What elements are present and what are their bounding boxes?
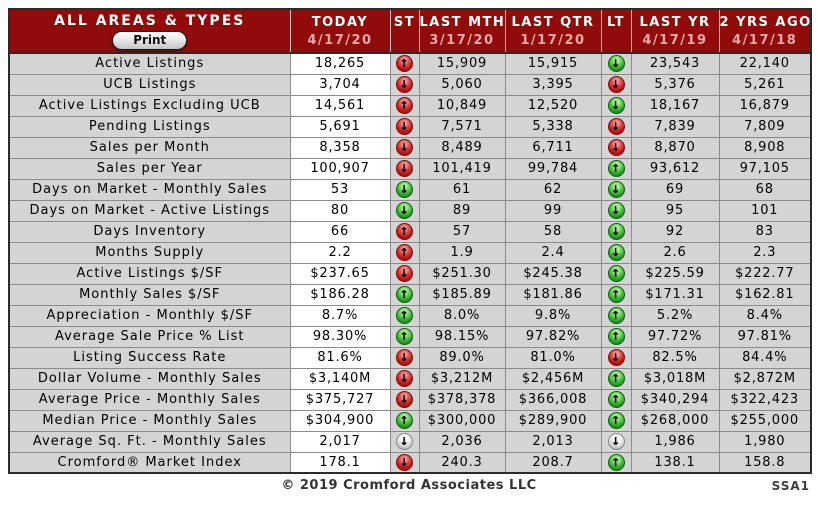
last-yr-value: 69 [631, 179, 719, 200]
last-qtr-value: 99,784 [505, 158, 601, 179]
trend-down-icon: ↓ [608, 223, 625, 240]
two-yrs-ago-value: 84.4% [719, 347, 811, 368]
two-yrs-ago-value: $322,423 [719, 389, 811, 410]
last-yr-value: 1,986 [631, 431, 719, 452]
row-label: Average Price - Monthly Sales [9, 389, 290, 410]
lt-trend [601, 221, 631, 242]
lt-trend [601, 347, 631, 368]
lt-trend [601, 389, 631, 410]
today-value: 3,704 [290, 74, 390, 95]
page-title: ALL AREAS & TYPES [54, 12, 246, 29]
trend-up-icon: ↑ [396, 97, 413, 114]
last-mth-value: 89 [419, 200, 505, 221]
today-value: 8,358 [290, 137, 390, 158]
st-trend [390, 410, 419, 431]
table-row [9, 221, 811, 242]
st-trend [390, 179, 419, 200]
st-trend [390, 263, 419, 284]
row-label: Days on Market - Monthly Sales [9, 179, 290, 200]
trend-down-icon: ↓ [396, 433, 413, 450]
st-trend [390, 95, 419, 116]
today-value: 98.30% [290, 326, 390, 347]
trend-up-icon: ↑ [396, 328, 413, 345]
header-row [9, 9, 811, 53]
row-label: Median Price - Monthly Sales [9, 410, 290, 431]
table-row [9, 53, 811, 74]
last-yr-value: 18,167 [631, 95, 719, 116]
lt-trend [601, 368, 631, 389]
table-row [9, 116, 811, 137]
last-qtr-value: 208.7 [505, 452, 601, 473]
two-yrs-ago-value: 8,908 [719, 137, 811, 158]
last-yr-value: 92 [631, 221, 719, 242]
copyright-text: © 2019 Cromford Associates LLC [281, 478, 537, 493]
lt-trend [601, 116, 631, 137]
table-title-cell [9, 9, 290, 53]
table-row [9, 452, 811, 473]
row-label: Sales per Month [9, 137, 290, 158]
last-mth-value: $185.89 [419, 284, 505, 305]
print-button[interactable]: Print [112, 31, 187, 50]
last-mth-value: 8,489 [419, 137, 505, 158]
last-yr-value: 7,839 [631, 116, 719, 137]
trend-up-icon: ↑ [608, 160, 625, 177]
trend-up-icon: ↑ [396, 223, 413, 240]
today-value: 81.6% [290, 347, 390, 368]
market-summary-table [8, 8, 812, 474]
last-qtr-value: 15,915 [505, 53, 601, 74]
trend-down-icon: ↓ [608, 139, 625, 156]
last-qtr-value: 62 [505, 179, 601, 200]
last-mth-value: $3,212M [419, 368, 505, 389]
column-label: LT [607, 15, 625, 30]
trend-down-icon: ↓ [396, 391, 413, 408]
last-qtr-value: 6,711 [505, 137, 601, 158]
trend-down-icon: ↓ [396, 349, 413, 366]
last-qtr-value: $245.38 [505, 263, 601, 284]
lt-trend [601, 95, 631, 116]
last-mth-value: $251.30 [419, 263, 505, 284]
last-mth-value: 2,036 [419, 431, 505, 452]
st-trend [390, 221, 419, 242]
trend-down-icon: ↓ [608, 118, 625, 135]
today-value: 80 [290, 200, 390, 221]
last-qtr-value: 99 [505, 200, 601, 221]
lt-trend [601, 263, 631, 284]
st-trend [390, 158, 419, 179]
last-yr-value: 93,612 [631, 158, 719, 179]
two-yrs-ago-value: $2,872M [719, 368, 811, 389]
last-yr-value: 5.2% [631, 305, 719, 326]
two-yrs-ago-value: 22,140 [719, 53, 811, 74]
trend-up-icon: ↑ [608, 286, 625, 303]
last-mth-value: 57 [419, 221, 505, 242]
today-value: $237.65 [290, 263, 390, 284]
column-header-2-yrs-ago [719, 9, 811, 53]
st-trend [390, 431, 419, 452]
trend-up-icon: ↑ [396, 286, 413, 303]
lt-trend [601, 305, 631, 326]
table-row [9, 158, 811, 179]
last-qtr-value: $289,900 [505, 410, 601, 431]
last-yr-value: $225.59 [631, 263, 719, 284]
last-mth-value: 101,419 [419, 158, 505, 179]
today-value: 8.7% [290, 305, 390, 326]
st-trend [390, 53, 419, 74]
row-label: Pending Listings [9, 116, 290, 137]
last-mth-value: 89.0% [419, 347, 505, 368]
column-header-last-yr [631, 9, 719, 53]
trend-down-icon: ↓ [396, 454, 413, 471]
trend-up-icon: ↑ [608, 307, 625, 324]
trend-down-icon: ↓ [608, 349, 625, 366]
last-mth-value: 8.0% [419, 305, 505, 326]
footer [8, 478, 810, 493]
trend-up-icon: ↑ [396, 307, 413, 324]
lt-trend [601, 431, 631, 452]
trend-down-icon: ↓ [608, 55, 625, 72]
trend-down-icon: ↓ [608, 244, 625, 261]
trend-down-icon: ↓ [608, 97, 625, 114]
column-label: LAST YR [639, 14, 711, 30]
row-label: Average Sale Price % List [9, 326, 290, 347]
table-row [9, 410, 811, 431]
row-label: Appreciation - Monthly $/SF [9, 305, 290, 326]
table-row [9, 284, 811, 305]
two-yrs-ago-value: 68 [719, 179, 811, 200]
column-date: 4/17/20 [307, 32, 373, 48]
lt-trend [601, 326, 631, 347]
lt-trend [601, 284, 631, 305]
last-mth-value: 61 [419, 179, 505, 200]
row-label: Days Inventory [9, 221, 290, 242]
today-value: 5,691 [290, 116, 390, 137]
trend-up-icon: ↑ [396, 244, 413, 261]
two-yrs-ago-value: 7,809 [719, 116, 811, 137]
st-trend [390, 74, 419, 95]
trend-up-icon: ↑ [608, 412, 625, 429]
last-qtr-value: 81.0% [505, 347, 601, 368]
row-label: Active Listings $/SF [9, 263, 290, 284]
table-row [9, 74, 811, 95]
trend-up-icon: ↑ [608, 328, 625, 345]
row-label: Active Listings Excluding UCB [9, 95, 290, 116]
table-row [9, 263, 811, 284]
trend-down-icon: ↓ [396, 181, 413, 198]
last-yr-value: $340,294 [631, 389, 719, 410]
two-yrs-ago-value: 83 [719, 221, 811, 242]
row-label: Active Listings [9, 53, 290, 74]
row-label: UCB Listings [9, 74, 290, 95]
row-label: Cromford® Market Index [9, 452, 290, 473]
last-yr-value: $268,000 [631, 410, 719, 431]
st-trend [390, 389, 419, 410]
st-trend [390, 137, 419, 158]
last-mth-value: $300,000 [419, 410, 505, 431]
st-trend [390, 284, 419, 305]
trend-up-icon: ↑ [608, 265, 625, 282]
trend-up-icon: ↑ [396, 55, 413, 72]
trend-up-icon: ↑ [608, 454, 625, 471]
trend-down-icon: ↓ [608, 181, 625, 198]
row-label: Dollar Volume - Monthly Sales [9, 368, 290, 389]
table-row [9, 305, 811, 326]
last-yr-value: 2.6 [631, 242, 719, 263]
today-value: 14,561 [290, 95, 390, 116]
trend-down-icon: ↓ [608, 433, 625, 450]
lt-trend [601, 179, 631, 200]
lt-trend [601, 242, 631, 263]
table-row [9, 368, 811, 389]
last-qtr-value: $181.86 [505, 284, 601, 305]
column-label: TODAY [311, 14, 369, 30]
last-yr-value: 82.5% [631, 347, 719, 368]
last-yr-value: 97.72% [631, 326, 719, 347]
lt-trend [601, 410, 631, 431]
today-value: 178.1 [290, 452, 390, 473]
today-value: 18,265 [290, 53, 390, 74]
last-yr-value: $3,018M [631, 368, 719, 389]
today-value: 66 [290, 221, 390, 242]
today-value: $3,140M [290, 368, 390, 389]
st-trend [390, 452, 419, 473]
last-yr-value: 138.1 [631, 452, 719, 473]
today-value: $186.28 [290, 284, 390, 305]
st-trend [390, 116, 419, 137]
last-mth-value: 15,909 [419, 53, 505, 74]
lt-trend [601, 158, 631, 179]
two-yrs-ago-value: 101 [719, 200, 811, 221]
last-mth-value: 10,849 [419, 95, 505, 116]
st-trend [390, 368, 419, 389]
row-label: Monthly Sales $/SF [9, 284, 290, 305]
today-value: $375,727 [290, 389, 390, 410]
column-header-today [290, 9, 390, 53]
two-yrs-ago-value: 2.3 [719, 242, 811, 263]
row-label: Sales per Year [9, 158, 290, 179]
last-qtr-value: $2,456M [505, 368, 601, 389]
column-header-st [390, 9, 419, 53]
row-label: Days on Market - Active Listings [9, 200, 290, 221]
last-mth-value: 240.3 [419, 452, 505, 473]
trend-up-icon: ↑ [608, 370, 625, 387]
report-code: SSA1 [771, 479, 810, 493]
last-yr-value: 23,543 [631, 53, 719, 74]
two-yrs-ago-value: 158.8 [719, 452, 811, 473]
last-qtr-value: 9.8% [505, 305, 601, 326]
two-yrs-ago-value: 8.4% [719, 305, 811, 326]
last-mth-value: 1.9 [419, 242, 505, 263]
column-date: 4/17/18 [732, 32, 798, 48]
trend-down-icon: ↓ [396, 118, 413, 135]
trend-down-icon: ↓ [396, 160, 413, 177]
row-label: Months Supply [9, 242, 290, 263]
trend-down-icon: ↓ [396, 370, 413, 387]
table-row [9, 200, 811, 221]
two-yrs-ago-value: 97,105 [719, 158, 811, 179]
two-yrs-ago-value: $255,000 [719, 410, 811, 431]
trend-up-icon: ↑ [396, 412, 413, 429]
trend-down-icon: ↓ [608, 202, 625, 219]
last-yr-value: $171.31 [631, 284, 719, 305]
last-mth-value: $378,378 [419, 389, 505, 410]
column-date: 1/17/20 [520, 32, 586, 48]
table-row [9, 326, 811, 347]
trend-up-icon: ↑ [608, 391, 625, 408]
last-yr-value: 8,870 [631, 137, 719, 158]
column-date: 3/17/20 [429, 32, 495, 48]
today-value: 2,017 [290, 431, 390, 452]
last-qtr-value: 3,395 [505, 74, 601, 95]
row-label: Listing Success Rate [9, 347, 290, 368]
two-yrs-ago-value: $162.81 [719, 284, 811, 305]
lt-trend [601, 200, 631, 221]
lt-trend [601, 74, 631, 95]
two-yrs-ago-value: 16,879 [719, 95, 811, 116]
trend-down-icon: ↓ [396, 76, 413, 93]
trend-down-icon: ↓ [396, 202, 413, 219]
lt-trend [601, 137, 631, 158]
two-yrs-ago-value: 1,980 [719, 431, 811, 452]
lt-trend [601, 53, 631, 74]
st-trend [390, 326, 419, 347]
last-mth-value: 7,571 [419, 116, 505, 137]
table-row [9, 242, 811, 263]
last-mth-value: 98.15% [419, 326, 505, 347]
last-yr-value: 5,376 [631, 74, 719, 95]
st-trend [390, 347, 419, 368]
last-qtr-value: 5,338 [505, 116, 601, 137]
last-yr-value: 95 [631, 200, 719, 221]
last-qtr-value: 2,013 [505, 431, 601, 452]
column-label: ST [393, 15, 416, 30]
table-row [9, 347, 811, 368]
table-row [9, 137, 811, 158]
column-label: LAST QTR [511, 14, 595, 30]
two-yrs-ago-value: 97.81% [719, 326, 811, 347]
last-qtr-value: 2.4 [505, 242, 601, 263]
column-label: 2 YRS AGO [719, 14, 812, 30]
two-yrs-ago-value: 5,261 [719, 74, 811, 95]
last-qtr-value: 97.82% [505, 326, 601, 347]
table-row [9, 179, 811, 200]
lt-trend [601, 452, 631, 473]
table-row [9, 95, 811, 116]
st-trend [390, 305, 419, 326]
st-trend [390, 200, 419, 221]
last-mth-value: 5,060 [419, 74, 505, 95]
last-qtr-value: 12,520 [505, 95, 601, 116]
st-trend [390, 242, 419, 263]
today-value: 100,907 [290, 158, 390, 179]
trend-down-icon: ↓ [396, 265, 413, 282]
trend-down-icon: ↓ [608, 76, 625, 93]
trend-down-icon: ↓ [396, 139, 413, 156]
column-date: 4/17/19 [642, 32, 708, 48]
column-header-last-mth [419, 9, 505, 53]
table-row [9, 431, 811, 452]
two-yrs-ago-value: $222.77 [719, 263, 811, 284]
last-qtr-value: $366,008 [505, 389, 601, 410]
last-qtr-value: 58 [505, 221, 601, 242]
today-value: $304,900 [290, 410, 390, 431]
today-value: 2.2 [290, 242, 390, 263]
column-header-lt [601, 9, 631, 53]
table-row [9, 389, 811, 410]
column-label: LAST MTH [419, 14, 506, 30]
row-label: Average Sq. Ft. - Monthly Sales [9, 431, 290, 452]
today-value: 53 [290, 179, 390, 200]
column-header-last-qtr [505, 9, 601, 53]
